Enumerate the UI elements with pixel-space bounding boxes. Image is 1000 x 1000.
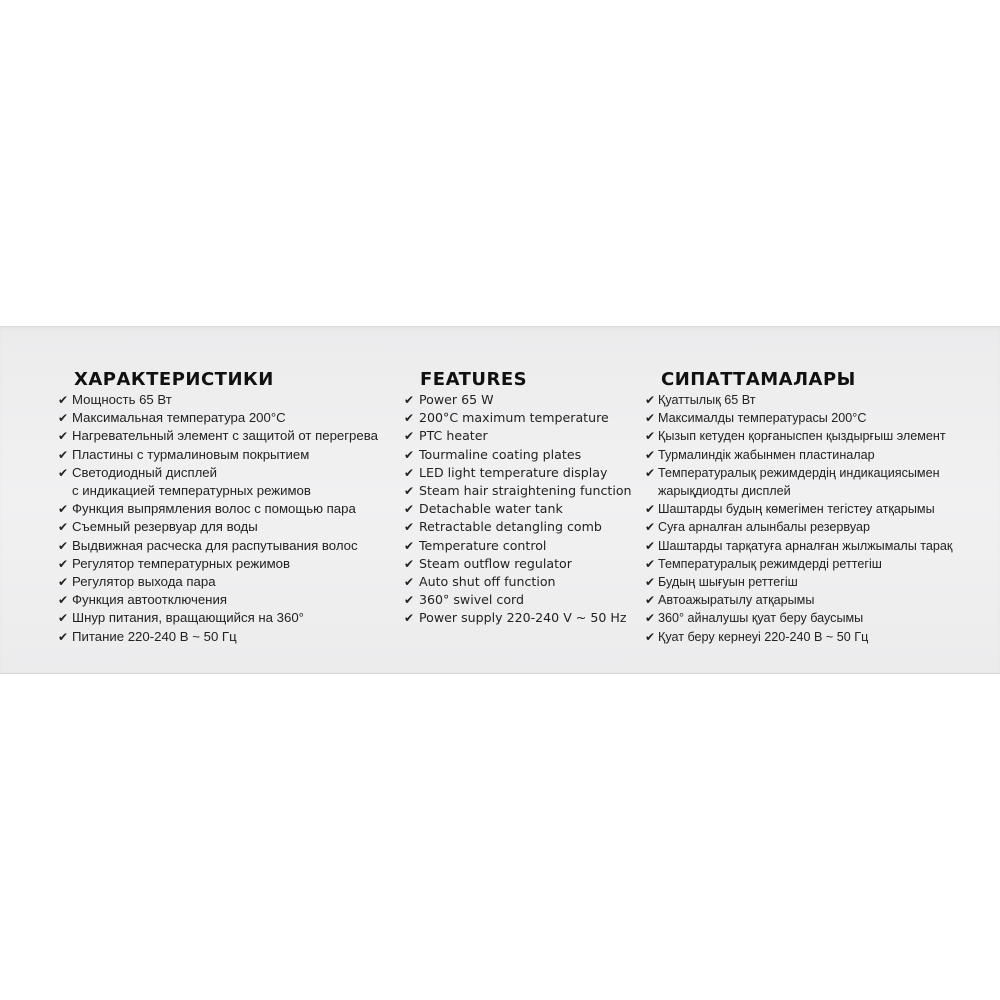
checkmark-icon: ✔: [645, 593, 656, 608]
list-item: ✔ Нагревательный элемент с защитой от перегрева: [58, 427, 388, 445]
checkmark-icon: ✔: [404, 611, 415, 626]
checkmark-icon: ✔: [404, 593, 415, 608]
list-item: ✔ Питание 220-240 В ~ 50 Гц: [58, 628, 388, 646]
list-item: ✔ Выдвижная расческа для распутывания волос: [58, 537, 388, 555]
list-item: ✔ Power supply 220-240 V ~ 50 Hz: [404, 609, 640, 627]
checkmark-icon: ✔: [645, 556, 656, 571]
checkmark-icon: ✔: [645, 575, 656, 590]
list-item: ✔ Қызып кетуден қорғаныспен қыздырғыш элемент: [645, 427, 985, 445]
checkmark-icon: ✔: [404, 465, 415, 480]
checkmark-icon: ✔: [404, 447, 415, 462]
list-item: ✔ Power 65 W: [404, 391, 640, 409]
list-item: ✔ Суға арналған алынбалы резервуар: [645, 518, 985, 536]
checkmark-icon: ✔: [58, 393, 69, 407]
checkmark-icon: ✔: [404, 502, 415, 517]
list-item: ✔ Detachable water tank: [404, 500, 640, 518]
checkmark-icon: ✔: [404, 411, 415, 426]
list-item: ✔ Функция автоотключения: [58, 591, 388, 609]
list-item: ✔ Tourmaline coating plates: [404, 446, 640, 464]
list-item: ✔ Пластины с турмалиновым покрытием: [58, 446, 388, 464]
checkmark-icon: ✔: [645, 393, 656, 407]
list-item: ✔ Temperature control: [404, 537, 640, 555]
list-item: ✔ Температуралық режимдердің индикациясымен: [645, 464, 985, 482]
list-item: ✔ Auto shut off function: [404, 573, 640, 591]
feature-list-kz: [645, 391, 985, 646]
checkmark-icon: ✔: [645, 629, 656, 644]
list-item: ✔ Шаштарды тарқатуға арналған жылжымалы тарақ: [645, 537, 985, 555]
list-item: ✔ Steam hair straightening function: [404, 482, 640, 500]
checkmark-icon: ✔: [58, 447, 69, 462]
column-title-kz: СИПАТТАМАЛАРЫ: [661, 369, 856, 390]
feature-list-ru: [58, 391, 388, 646]
list-item: ✔ Retractable detangling comb: [404, 518, 640, 536]
checkmark-icon: ✔: [58, 556, 69, 571]
checkmark-icon: ✔: [645, 611, 656, 626]
list-item: ✔ Максимальная температура 200°С: [58, 409, 388, 427]
list-item: ✔ PTC heater: [404, 427, 640, 445]
column-title-en: FEATURES: [420, 369, 528, 390]
list-item: ✔ Регулятор температурных режимов: [58, 555, 388, 573]
checkmark-icon: ✔: [404, 520, 415, 535]
list-item: ✔ Steam outflow regulator: [404, 555, 640, 573]
checkmark-icon: ✔: [58, 520, 69, 535]
checkmark-icon: ✔: [645, 520, 656, 535]
list-item: ✔ Қуаттылық 65 Вт: [645, 391, 985, 409]
checkmark-icon: ✔: [645, 447, 656, 462]
list-item: ✔ Турмалиндік жабынмен пластиналар: [645, 446, 985, 464]
checkmark-icon: ✔: [58, 611, 69, 626]
list-item: ✔ Шаштарды будың көмегімен тегістеу атқарымы: [645, 500, 985, 518]
list-item: ✔ LED light temperature display: [404, 464, 640, 482]
feature-list-en: [404, 391, 640, 628]
checkmark-icon: ✔: [645, 465, 656, 480]
list-item: ✔ 360° айналушы қуат беру баусымы: [645, 609, 985, 627]
checkmark-icon: ✔: [404, 429, 415, 444]
list-item: ✔ 200°C maximum temperature: [404, 409, 640, 427]
list-item: ✔ Температуралық режимдерді реттегіш: [645, 555, 985, 573]
checkmark-icon: ✔: [645, 411, 656, 426]
checkmark-icon: ✔: [404, 556, 415, 571]
list-item: ✔ Светодиодный дисплей: [58, 464, 388, 482]
checkmark-icon: ✔: [58, 502, 69, 517]
checkmark-icon: ✔: [645, 538, 656, 553]
features-panel: [0, 326, 1000, 674]
list-item: ✔ Регулятор выхода пара: [58, 573, 388, 591]
column-title-ru: ХАРАКТЕРИСТИКИ: [74, 369, 274, 390]
list-item: ✔ Қуат беру кернеуі 220-240 В ~ 50 Гц: [645, 628, 985, 646]
features-column-ru: [58, 369, 388, 646]
list-item: ✔ Автоажыратылу атқарымы: [645, 591, 985, 609]
checkmark-icon: ✔: [58, 593, 69, 608]
list-item: ✔ 360° swivel cord: [404, 591, 640, 609]
checkmark-icon: ✔: [404, 484, 415, 499]
checkmark-icon: ✔: [404, 393, 415, 407]
checkmark-icon: ✔: [58, 629, 69, 644]
checkmark-icon: ✔: [58, 465, 69, 480]
checkmark-icon: ✔: [58, 411, 69, 426]
list-item: ✔ Функция выпрямления волос с помощью пара: [58, 500, 388, 518]
list-item: ✔ Будың шығуын реттегіш: [645, 573, 985, 591]
features-column-kz: [645, 369, 985, 646]
checkmark-icon: ✔: [404, 575, 415, 590]
checkmark-icon: ✔: [58, 429, 69, 444]
checkmark-icon: ✔: [645, 429, 656, 444]
checkmark-icon: ✔: [58, 575, 69, 590]
list-item: ✔ Съемный резервуар для воды: [58, 518, 388, 536]
list-item: ✔ Шнур питания, вращающийся на 360°: [58, 609, 388, 627]
checkmark-icon: ✔: [58, 538, 69, 553]
list-item: ✔ Максималды температурасы 200°С: [645, 409, 985, 427]
checkmark-icon: ✔: [645, 502, 656, 517]
list-item-continuation: с индикацией температурных режимов: [72, 483, 311, 499]
features-column-en: [404, 369, 640, 628]
list-item-continuation: жарықдиодты дисплей: [658, 484, 791, 499]
list-item: ✔ Мощность 65 Вт: [58, 391, 388, 409]
checkmark-icon: ✔: [404, 538, 415, 553]
